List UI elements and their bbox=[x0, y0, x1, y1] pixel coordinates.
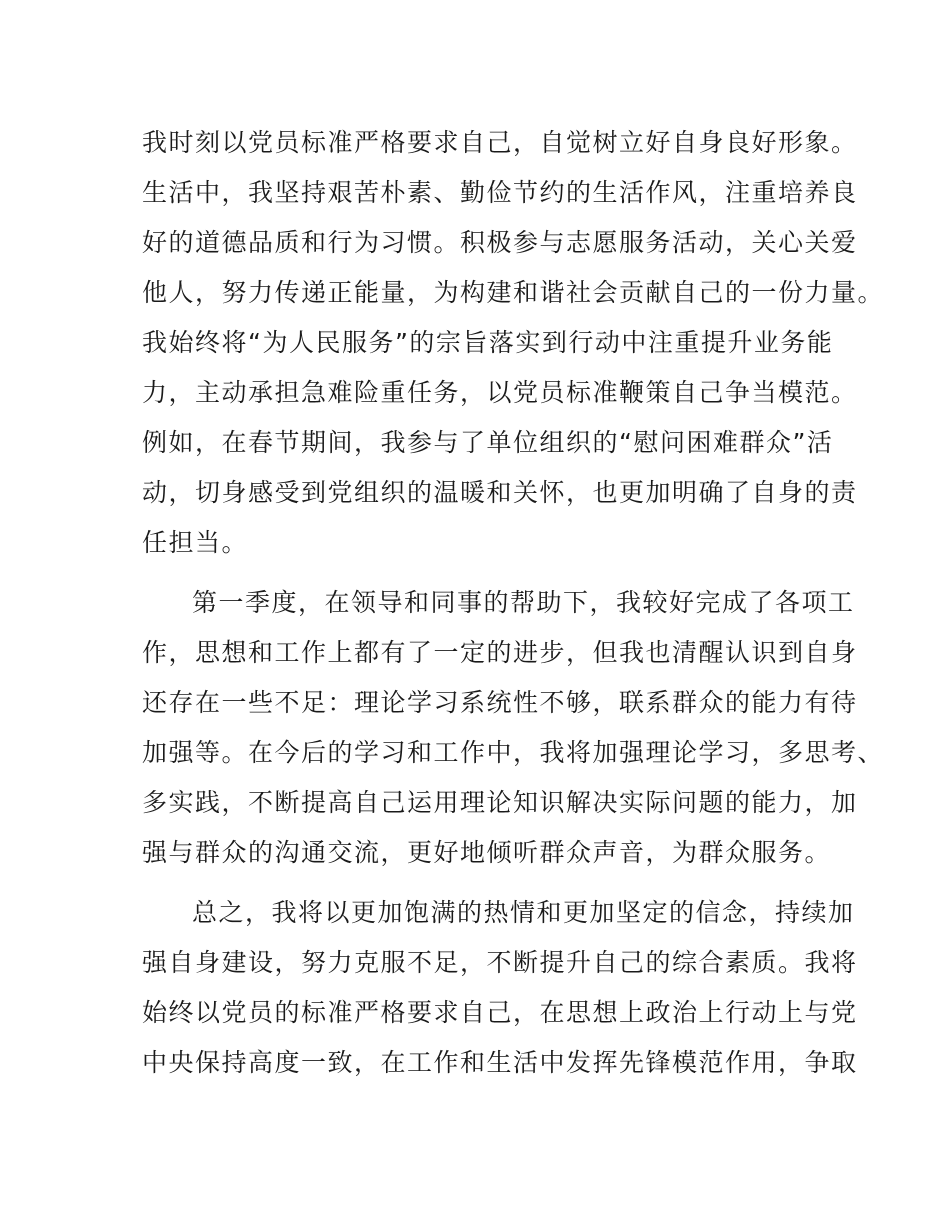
document-body bbox=[142, 0, 885, 1230]
text-line: 生活中，我坚持艰苦朴素、勤俭节约的生活作风，注重培养良 bbox=[142, 178, 858, 207]
text-line: 强自身建设，努力克服不足，不断提升自己的综合素质。我将 bbox=[142, 948, 858, 977]
text-line: 多实践，不断提高自己运用理论知识解决实际问题的能力，加 bbox=[142, 788, 858, 817]
text-line: 中央保持高度一致，在工作和生活中发挥先锋模范作用，争取 bbox=[142, 1048, 858, 1077]
text-line: 还存在一些不足：理论学习系统性不够，联系群众的能力有待 bbox=[142, 688, 858, 717]
text-line: 总之，我将以更加饱满的热情和更加坚定的信念，持续加 bbox=[192, 898, 855, 927]
text-line: 我始终将“为人民服务”的宗旨落实到行动中注重提升业务能 bbox=[142, 328, 834, 357]
text-line: 他人，努力传递正能量，为构建和谐社会贡献自己的一份力量。 bbox=[142, 278, 885, 307]
text-line: 力，主动承担急难险重任务，以党员标准鞭策自己争当模范。 bbox=[142, 378, 858, 407]
text-line: 作，思想和工作上都有了一定的进步，但我也清醒认识到自身 bbox=[142, 638, 858, 667]
text-line: 我时刻以党员标准严格要求自己，自觉树立好自身良好形象。 bbox=[142, 128, 858, 157]
text-line: 第一季度，在领导和同事的帮助下，我较好完成了各项工 bbox=[192, 588, 855, 617]
text-line: 始终以党员的标准严格要求自己，在思想上政治上行动上与党 bbox=[142, 998, 858, 1027]
text-line: 强与群众的沟通交流，更好地倾听群众声音，为群众服务。 bbox=[142, 838, 832, 867]
text-line: 加强等。在今后的学习和工作中，我将加强理论学习，多思考、 bbox=[142, 738, 885, 767]
text-line: 动，切身感受到党组织的温暖和关怀，也更加明确了自身的责 bbox=[142, 478, 858, 507]
text-line: 好的道德品质和行为习惯。积极参与志愿服务活动，关心关爱 bbox=[142, 228, 858, 257]
text-line: 任担当。 bbox=[142, 528, 249, 557]
text-line: 例如，在春节期间，我参与了单位组织的“慰问困难群众”活 bbox=[142, 428, 834, 457]
